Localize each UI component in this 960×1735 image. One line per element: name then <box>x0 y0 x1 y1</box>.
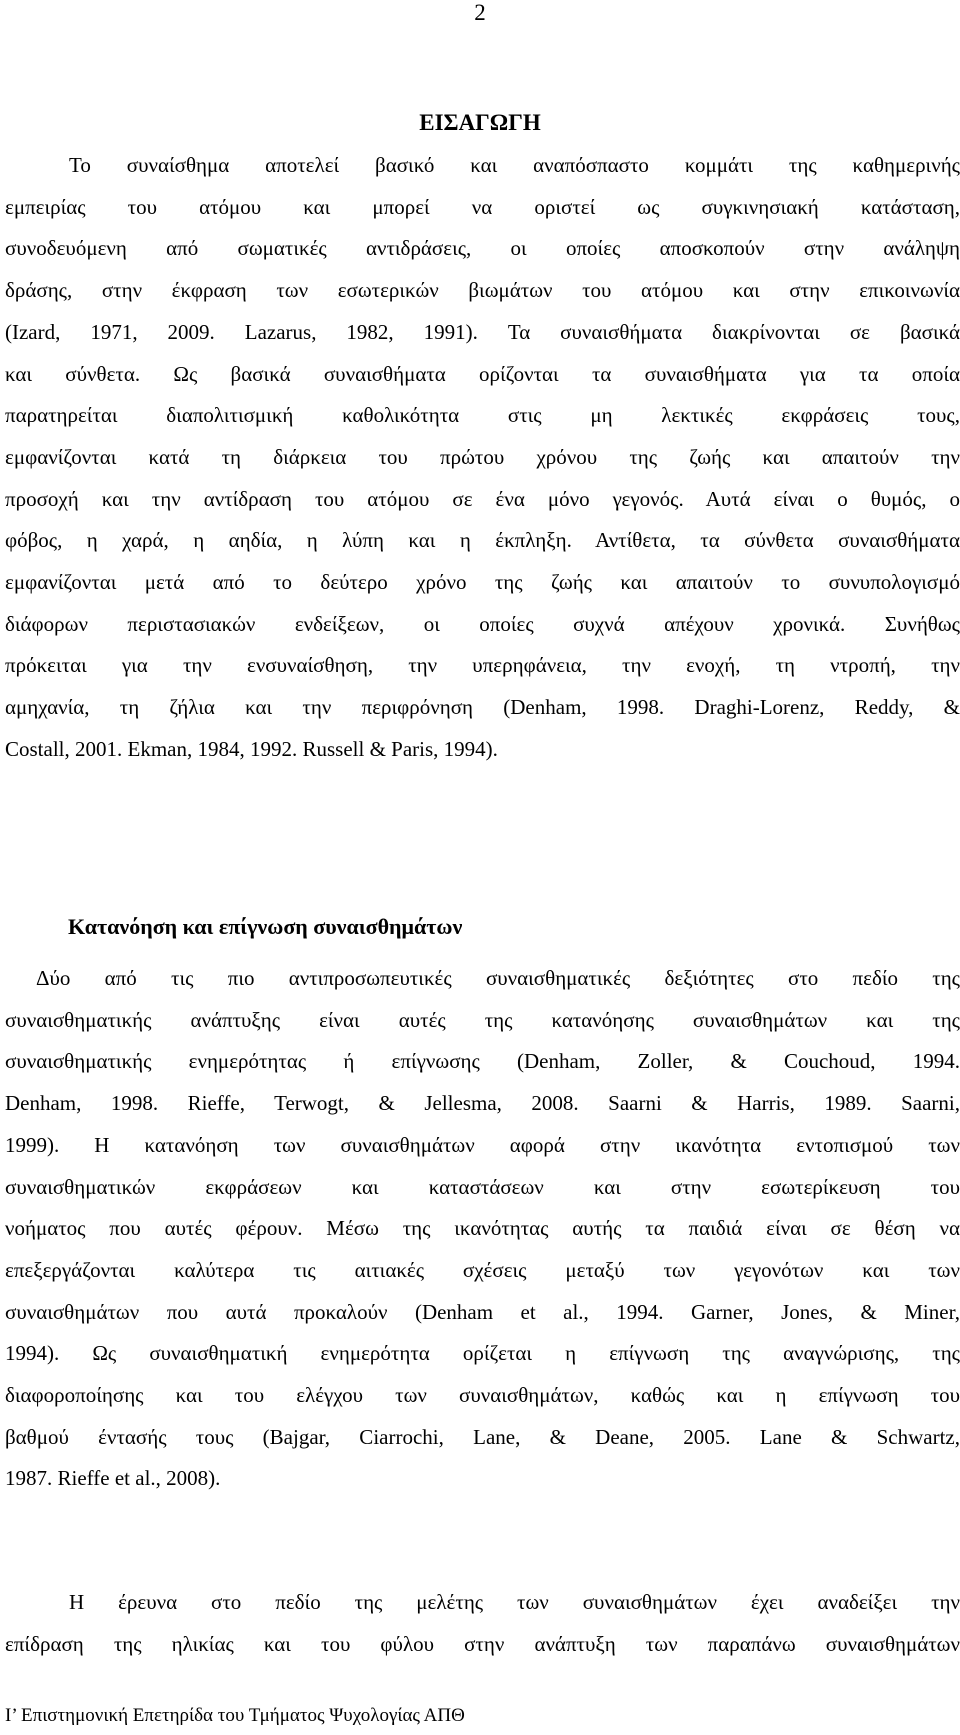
text-line: (Izard, 1971, 2009. Lazarus, 1982, 1991). Τα συναισθήματα διακρίνονται σε βασικά <box>5 319 960 344</box>
text-line: συναισθημάτων που αυτά προκαλούν (Denham et al., 1994. Garner, Jones, & Miner, <box>5 1299 960 1324</box>
page-footer: Ι’ Επιστημονική Επετηρίδα του Τμήματος Ψυχολογίας ΑΠΘ <box>5 1705 465 1726</box>
text-line: 1994). Ως συναισθηματική ενημερότητα ορίζεται η επίγνωση της αναγνώρισης, της <box>5 1341 960 1366</box>
intro-paragraph <box>5 145 960 771</box>
text-line: εμπειρίας του ατόμου και μπορεί να οριστεί ως συγκινησιακή κατάσταση, <box>5 194 960 219</box>
text-line: Δύο από τις πιο αντιπροσωπευτικές συναισθηματικές δεξιότητες στο πεδίο της <box>36 966 960 990</box>
page-heading: ΕΙΣΑΓΩΓΗ <box>419 110 541 135</box>
text-line: φόβος, η χαρά, η αηδία, η λύπη και η έκπληξη. Αντίθετα, τα σύνθετα συναισθήματα <box>5 528 960 553</box>
page-number: 2 <box>474 0 486 25</box>
text-line: Costall, 2001. Ekman, 1984, 1992. Russell & Paris, 1994). <box>5 736 498 761</box>
intro-text <box>5 145 960 771</box>
text-line: εμφανίζονται κατά τη διάρκεια του πρώτου χρόνου της ζωής και απαιτούν την <box>5 444 960 469</box>
text-line: 1987. Rieffe et al., 2008). <box>5 1466 221 1491</box>
text-line: επίδραση της ηλικίας και του φύλου στην ανάπτυξη των παραπάνω συναισθημάτων <box>5 1631 960 1656</box>
closing-paragraph <box>5 1582 960 1665</box>
section-text <box>5 958 960 1500</box>
text-line: συναισθηματικών εκφράσεων και καταστάσεων και στην εσωτερίκευση του <box>5 1174 960 1199</box>
text-line: διάφορων περιστασιακών ενδείξεων, οι οποίες συχνά απέχουν χρονικά. Συνήθως <box>5 611 960 636</box>
text-line: βαθμού έντασής τους (Bajgar, Ciarrochi, Lane, & Deane, 2005. Lane & Schwartz, <box>5 1424 960 1449</box>
text-line: παρατηρείται διαπολιτισμική καθολικότητα στις μη λεκτικές εκφράσεις τους, <box>5 403 960 428</box>
text-line: Το συναίσθημα αποτελεί βασικό και αναπόσπαστο κομμάτι της καθημερινής <box>69 153 960 177</box>
section-title: Κατανόηση και επίγνωση συναισθημάτων <box>68 914 463 939</box>
text-line: δράσης, στην έκφραση των εσωτερικών βιωμάτων του ατόμου και στην επικοινωνία <box>5 278 960 303</box>
text-line: νοήματος που αυτές φέρουν. Μέσω της ικανότητας αυτής τα παιδιά είναι σε θέση να <box>5 1216 960 1241</box>
text-line: συνοδευόμενη από σωματικές αντιδράσεις, οι οποίες αποσκοπούν στην ανάληψη <box>5 236 960 261</box>
text-line: Η έρευνα στο πεδίο της μελέτης των συναισθημάτων έχει αναδείξει την <box>69 1590 960 1614</box>
text-line: 1999). Η κατανόηση των συναισθημάτων αφορά στην ικανότητα εντοπισμού των <box>5 1132 960 1157</box>
section-paragraph <box>5 958 960 1500</box>
text-line: πρόκειται για την ενσυναίσθηση, την υπερηφάνεια, την ενοχή, τη ντροπή, την <box>5 653 960 678</box>
text-line: εμφανίζονται μετά από το δεύτερο χρόνο της ζωής και απαιτούν το συνυπολογισμό <box>5 570 960 595</box>
text-line: Denham, 1998. Rieffe, Terwogt, & Jellesma, 2008. Saarni & Harris, 1989. Saarni, <box>5 1091 960 1116</box>
text-line: διαφοροποίησης και του ελέγχου των συναισθημάτων, καθώς και η επίγνωση του <box>5 1383 960 1408</box>
text-line: και σύνθετα. Ως βασικά συναισθήματα ορίζονται τα συναισθήματα για τα οποία <box>5 361 960 386</box>
text-line: προσοχή και την αντίδραση του ατόμου σε ένα μόνο γεγονός. Αυτά είναι ο θυμός, ο <box>5 486 960 511</box>
text-line: συναισθηματικής ενημερότητας ή επίγνωσης (Denham, Zoller, & Couchoud, 1994. <box>5 1049 960 1074</box>
text-line: συναισθηματικής ανάπτυξης είναι αυτές της κατανόησης συναισθημάτων και της <box>5 1007 960 1032</box>
closing-text <box>5 1582 960 1665</box>
text-line: αμηχανία, τη ζήλια και την περιφρόνηση (Denham, 1998. Draghi-Lorenz, Reddy, & <box>5 695 960 720</box>
text-line: επεξεργάζονται καλύτερα τις αιτιακές σχέσεις μεταξύ των γεγονότων και των <box>5 1257 960 1282</box>
